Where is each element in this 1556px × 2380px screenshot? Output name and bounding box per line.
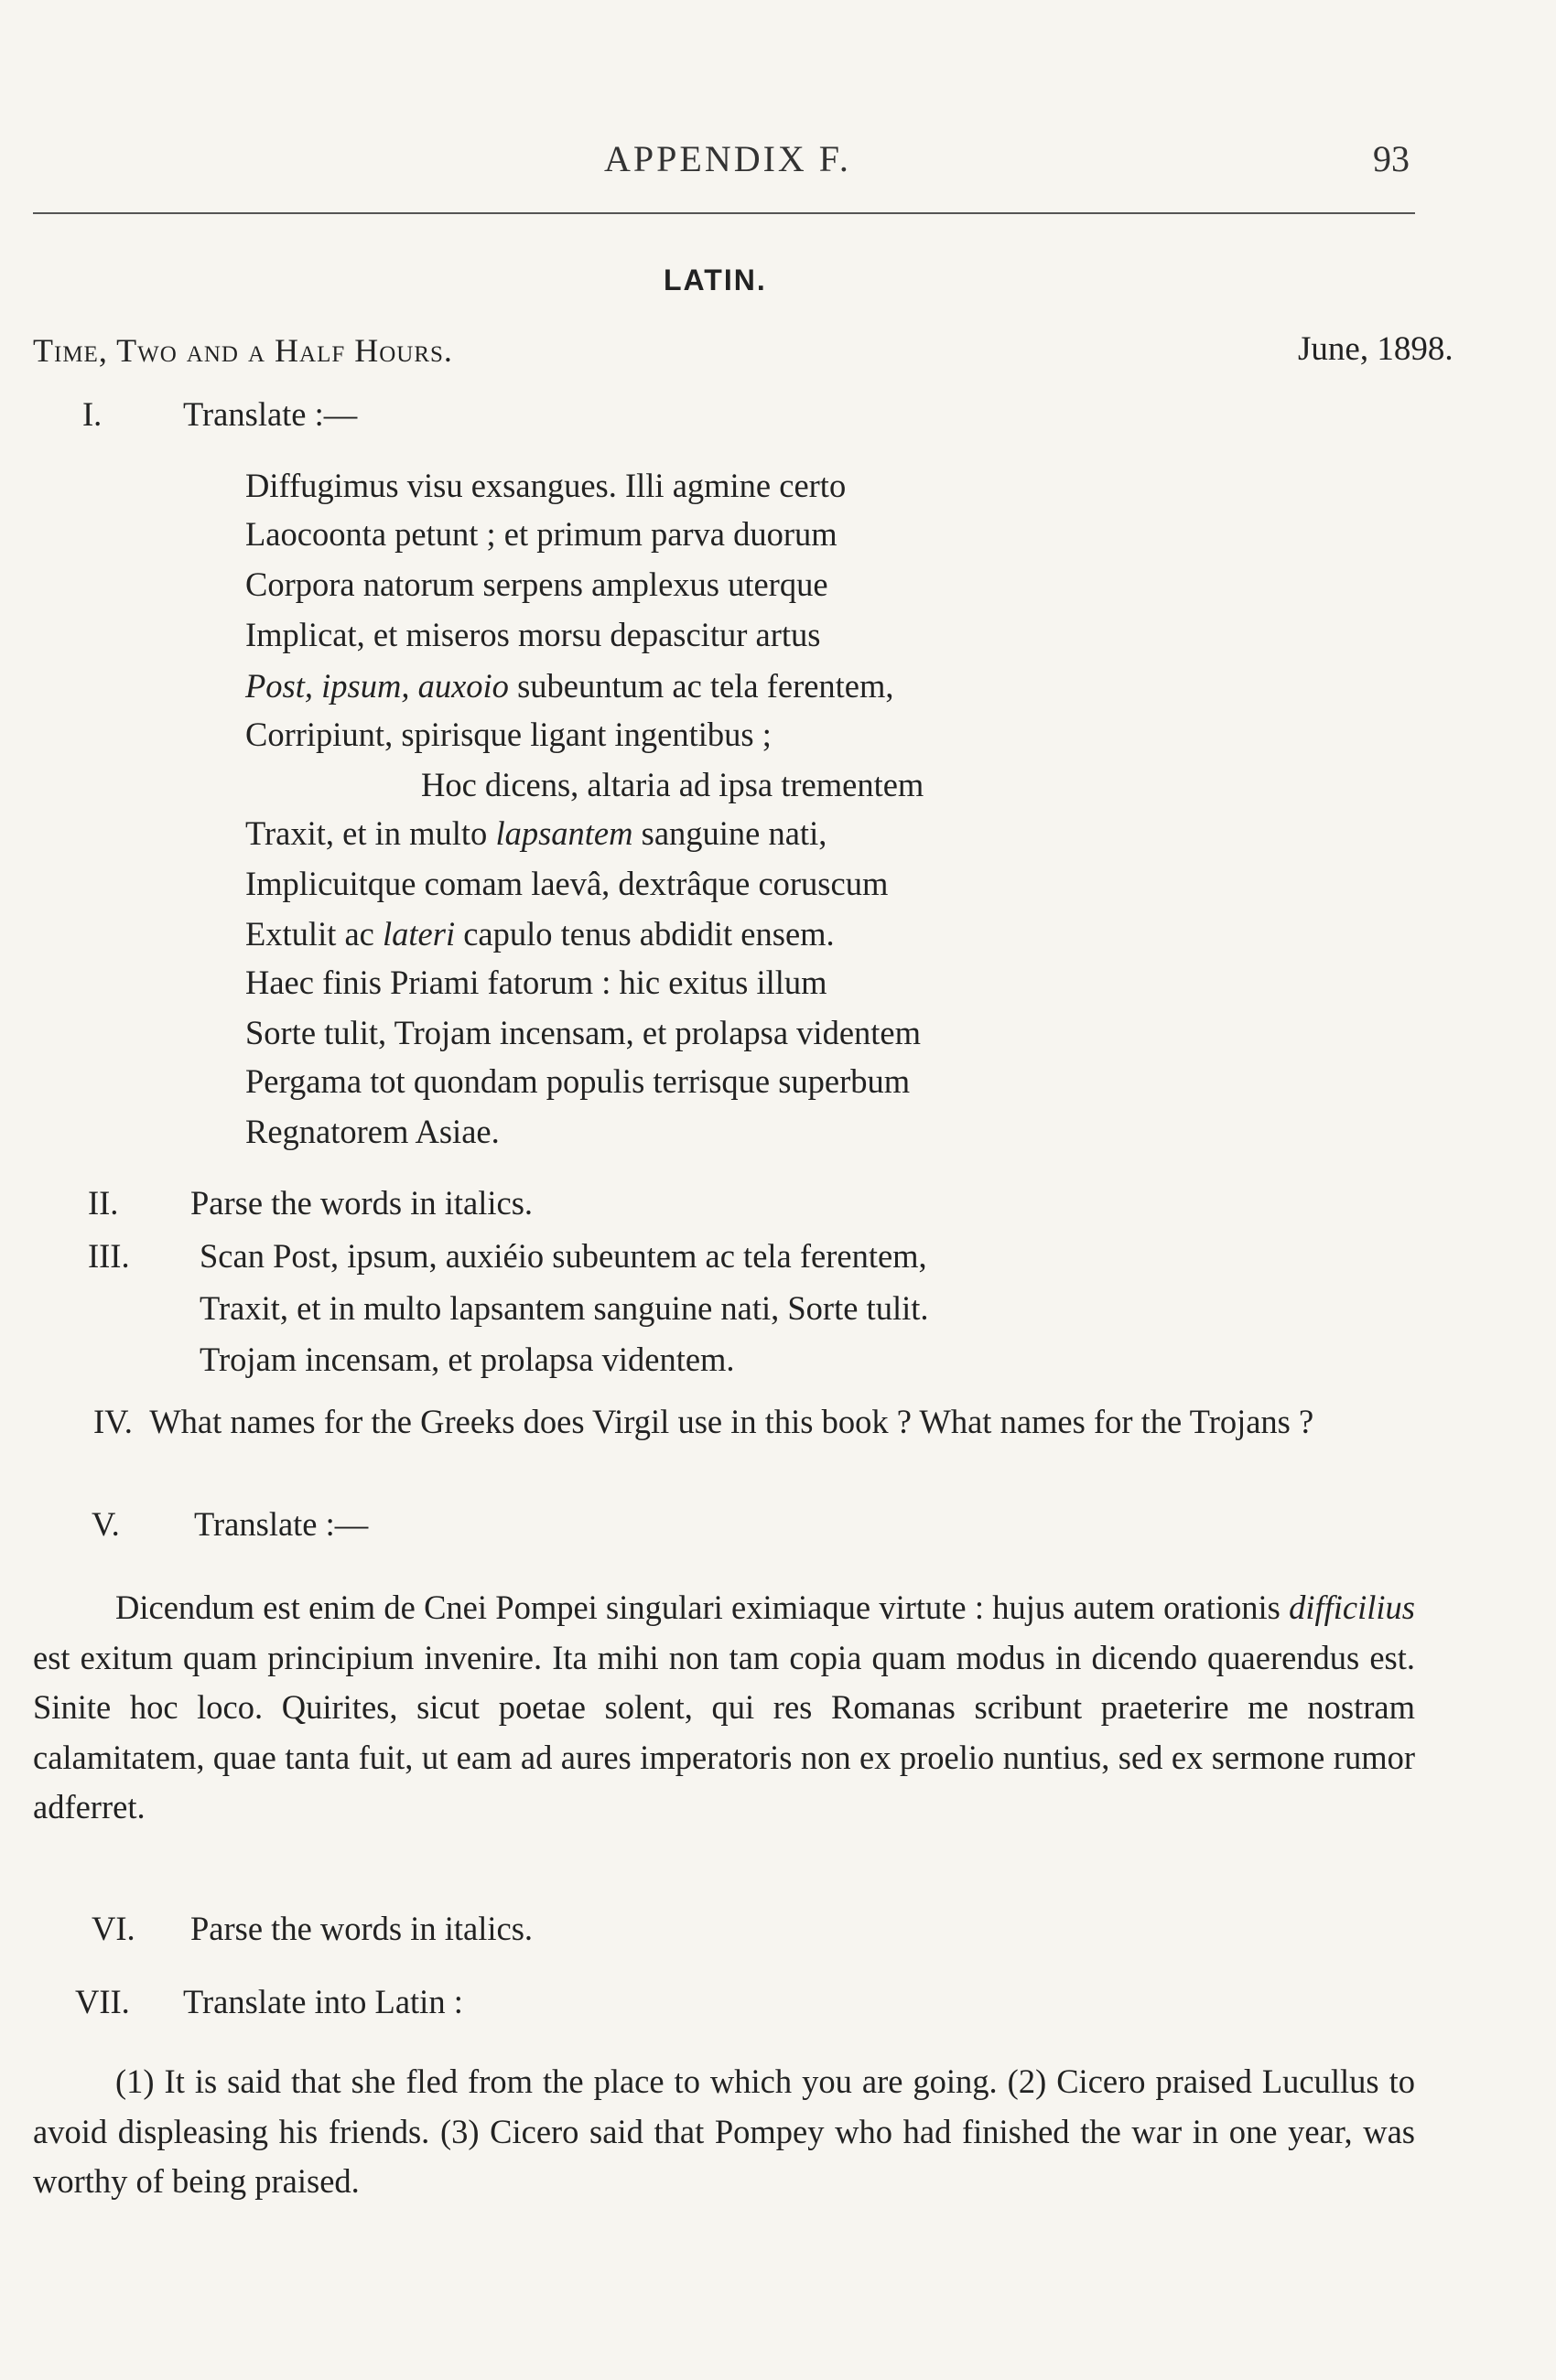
poem-line: Diffugimus visu exsangues. Illi agmine certo bbox=[245, 467, 847, 504]
question-number-6: VI. bbox=[92, 1910, 135, 1947]
poem-line: Regnatorem Asiae. bbox=[245, 1113, 500, 1150]
poem-line: Post, ipsum, auxoio subeuntum ac tela ferentem, bbox=[245, 667, 894, 705]
poem-line: Hoc dicens, altaria ad ipsa trementem bbox=[421, 766, 924, 803]
italic-word: lapsantem bbox=[495, 814, 633, 852]
poem-line: Haec finis Priami fatorum : hic exitus illum bbox=[245, 964, 827, 1001]
poem-line: Sorte tulit, Trojam incensam, et prolapsa videntem bbox=[245, 1014, 922, 1051]
question-4 bbox=[33, 1397, 1415, 1448]
question-number-1: I. bbox=[82, 395, 103, 433]
italic-word: Post, ipsum, auxoio bbox=[245, 667, 509, 705]
question-number-4: IV. bbox=[93, 1403, 133, 1440]
scan-line-2: Traxit, et in multo lapsantem sanguine nati, Sorte tulit. bbox=[200, 1289, 929, 1327]
scan-line-3: Trojam incensam, et prolapsa videntem. bbox=[200, 1341, 735, 1378]
page-title: LATIN. bbox=[664, 264, 767, 296]
poem-line: Laocoonta petunt ; et primum parva duorum bbox=[245, 515, 837, 553]
italic-word: difficilius bbox=[1289, 1588, 1415, 1626]
time-allowed: Time, Two and a Half Hours. bbox=[33, 332, 453, 369]
poem-line: Corpora natorum serpens amplexus uterque bbox=[245, 565, 828, 603]
poem-line: Corripiunt, spirisque ligant ingentibus ; bbox=[245, 716, 772, 753]
poem-line: Traxit, et in multo lapsantem sanguine nati, bbox=[245, 814, 827, 852]
poem-line: Implicat, et miseros morsu depascitur artus bbox=[245, 616, 821, 653]
running-head: APPENDIX F. bbox=[604, 138, 851, 179]
question-1-instruction: Translate :— bbox=[183, 395, 358, 433]
question-number-5: V. bbox=[92, 1505, 120, 1543]
question-2-text: Parse the words in italics. bbox=[190, 1184, 534, 1222]
question-number-7: VII. bbox=[75, 1983, 130, 2020]
question-6-text: Parse the words in italics. bbox=[190, 1910, 534, 1947]
question-7-instruction: Translate into Latin : bbox=[183, 1983, 463, 2020]
poem-line: Implicuitque comam laevâ, dextrâque coruscum bbox=[245, 865, 889, 902]
question-4-text: What names for the Greeks does Virgil use in this book ? What names for the Trojans ? bbox=[149, 1403, 1314, 1440]
italic-word: lateri bbox=[383, 915, 456, 953]
question-7-sentences: (1) It is said that she fled from the place to which you are going. (2) Cicero praised Lucullus to avoid displeasing his friends. (3) Cicero said that Pompey who had finished the war in one year, was worthy of being praised. bbox=[33, 2062, 1415, 2200]
question-number-3: III. bbox=[88, 1237, 130, 1275]
poem-line: Pergama tot quondam populis terrisque superbum bbox=[245, 1062, 911, 1100]
latin-prose-passage: Dicendum est enim de Cnei Pompei singulari eximiaque virtute : hujus autem orationis difficilius est exitum quam principium invenire. Ita mihi non tam copia quam modus in dicendo quaerendus est. Sinite hoc loco. Quirites, sicut poetae solent, qui res Romanas scribunt praeterire me nostram calamitatem, quae tanta fuit, ut eam ad aures imperatoris non ex proelio nuntius, sed ex sermone rumor adferret. bbox=[33, 1588, 1415, 1825]
poem-line: Extulit ac lateri capulo tenus abdidit ensem. bbox=[245, 915, 835, 953]
question-number-2: II. bbox=[88, 1184, 119, 1222]
header-rule bbox=[33, 212, 1415, 214]
question-5-instruction: Translate :— bbox=[194, 1505, 369, 1543]
page-number: 93 bbox=[1373, 138, 1410, 179]
exam-date: June, 1898. bbox=[1298, 330, 1453, 368]
scan-line-1: Scan Post, ipsum, auxiéio subeuntem ac tela ferentem, bbox=[200, 1237, 927, 1275]
